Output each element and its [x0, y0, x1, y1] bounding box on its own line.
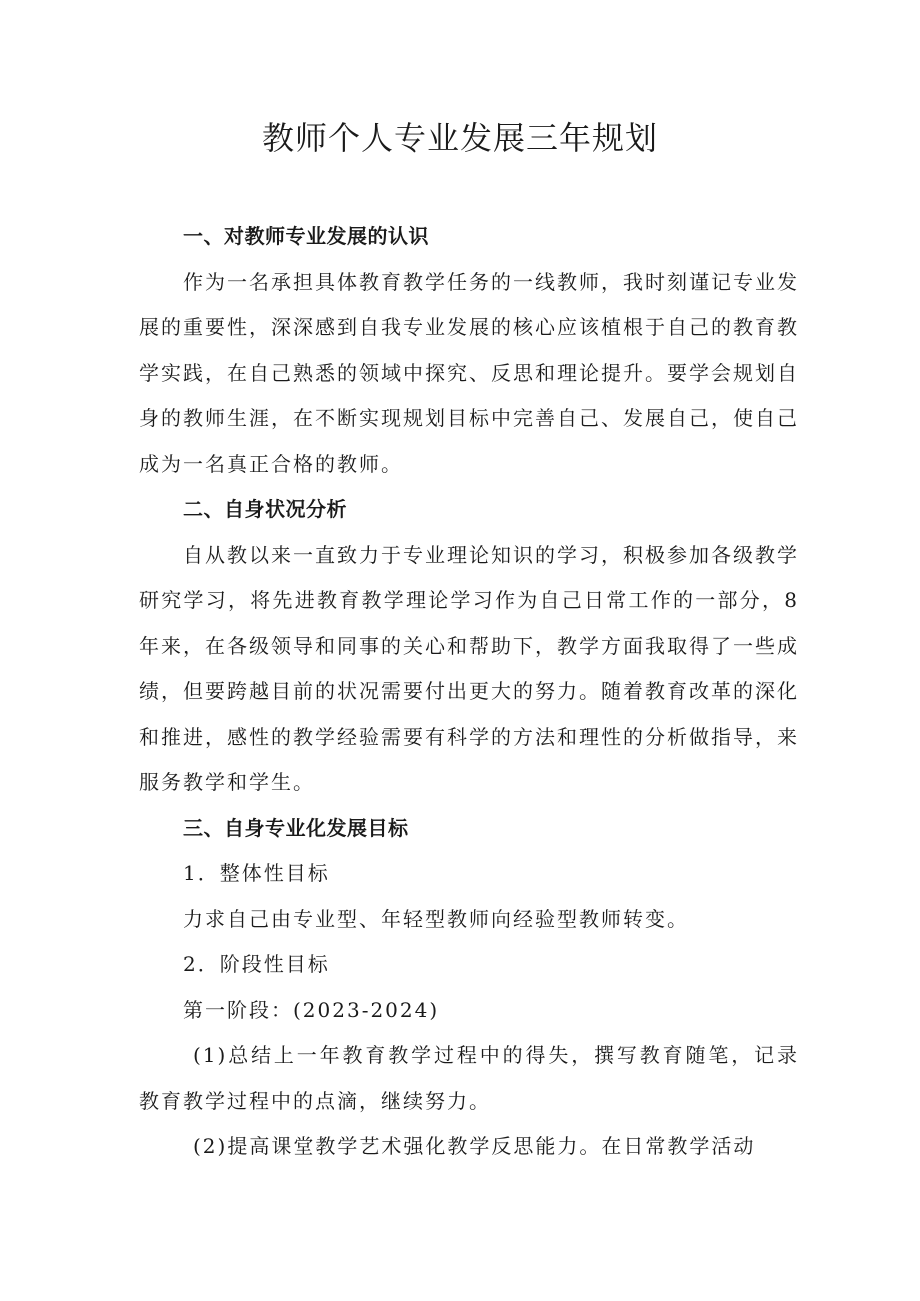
stage-1-label: 第一阶段：(2023-2024): [183, 997, 440, 1022]
goal-1-label: 1．整体性目标: [183, 861, 330, 885]
goal-2-label: 2．阶段性目标: [183, 952, 330, 976]
document-title: 教师个人专业发展三年规划: [261, 119, 658, 157]
section-paragraph-1: 作为一名承担具体教育教学任务的一线教师，我时刻谨记专业发展的重要性，深深感到自我专业发展的核心应该植根于自己的教育教学实践，在自己熟悉的领域中探究、反思和理论提升。要学会规划自身的教师生涯，在不断实现规划目标中完善自己、发展自己，使自己成为一名真正合格的教师。: [139, 269, 799, 476]
stage-1-item-2: (2)提高课堂教学艺术强化教学反思能力。在日常教学活动: [193, 1134, 756, 1158]
stage-1-item-1: (1)总结上一年教育教学过程中的得失，撰写教育随笔，记录教育教学过程中的点滴，继续努力。: [139, 1043, 799, 1113]
section-heading-3: 三、自身专业化发展目标: [183, 815, 409, 840]
goal-1-text: 力求自己由专业型、年轻型教师向经验型教师转变。: [183, 906, 689, 931]
section-heading-1: 一、对教师专业发展的认识: [183, 224, 429, 248]
document-body: [139, 214, 799, 1170]
section-paragraph-2: 自从教以来一直致力于专业理论知识的学习，积极参加各级教学研究学习，将先进教育教学理论学习作为自己日常工作的一部分，8年来，在各级领导和同事的关心和帮助下，教学方面我取得了一些成绩，但要跨越目前的状况需要付出更大的努力。随着教育改革的深化和推进，感性的教学经验需要有科学的方法和理性的分析做指导，来服务教学和学生。: [139, 542, 799, 794]
section-heading-2: 二、自身状况分析: [183, 497, 347, 521]
